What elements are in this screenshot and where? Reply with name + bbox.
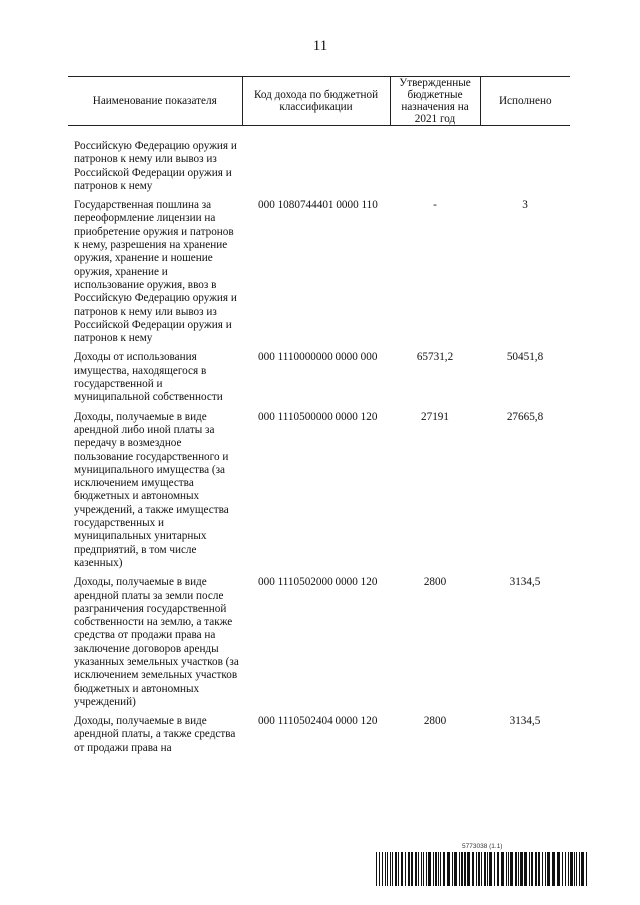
table-row: [68, 193, 570, 345]
barcode-id: 5773038 (1.1): [462, 843, 503, 850]
table-row: [68, 126, 570, 194]
row-executed: 3: [522, 199, 528, 212]
row-code: 000 1110502404 0000 120: [258, 715, 378, 728]
row-name: Доходы от использования имущества, находящегося в государственной и муниципальной собственности: [74, 351, 223, 404]
row-approved: 65731,2: [416, 351, 454, 364]
row-approved: 2800: [423, 576, 447, 589]
row-name: Государственная пошлина за переоформление лицензии на приобретение оружия и патронов к нему, разрешения на хранение оружия, хранение и ношение оружия, хранение и использование оружия, ввоз в Российскую Федерацию оружия и патронов к нему или вывоз из Российской Федерации оружия и патронов к нему: [74, 199, 237, 345]
row-executed: [480, 126, 570, 194]
page-number: 11: [312, 38, 328, 54]
row-executed: 3134,5: [509, 715, 541, 728]
table-row: [68, 345, 570, 404]
row-executed: 50451,8: [506, 351, 544, 364]
row-approved: [390, 126, 480, 194]
row-code: 000 1110000000 0000 000: [258, 351, 378, 364]
revenue-table: [68, 76, 570, 755]
barcode-image: [376, 852, 590, 886]
header-indicator-name: Наименование показателя: [68, 77, 242, 126]
row-code: [242, 126, 390, 194]
row-approved: -: [433, 199, 437, 212]
row-code: 000 1110500000 0000 120: [258, 410, 378, 423]
row-code: 000 1110502000 0000 120: [258, 576, 378, 589]
table-row: [68, 570, 570, 709]
table-header-row: [68, 77, 570, 126]
header-revenue-code: Код дохода по бюджетной классификации: [242, 77, 390, 126]
row-code: 000 1080744401 0000 110: [258, 199, 378, 212]
row-name: Доходы, получаемые в виде арендной платы за земли после разграничения государственной собственности на землю, а также средства от продажи права на заключение договоров аренды указанных земельных участков (за исключением земельных участков бюджетных и автономных учреждений): [74, 576, 239, 708]
header-executed: Исполнено: [480, 77, 570, 126]
row-executed: 3134,5: [509, 576, 541, 589]
header-approved: Утвержденные бюджетные назначения на 2021 год: [390, 77, 480, 126]
row-name: Доходы, получаемые в виде арендной платы, а также средства от продажи права на: [74, 715, 236, 754]
row-approved: 2800: [423, 715, 447, 728]
row-approved: 27191: [421, 410, 449, 423]
row-name: Российскую Федерацию оружия и патронов к нему или вывоз из Российской Федерации оружия и патронов к нему: [74, 140, 237, 192]
row-executed: 27665,8: [506, 410, 544, 423]
row-name: Доходы, получаемые в виде арендной либо иной платы за передачу в возмездное пользование государственного и муниципального имущества (за исключением имущества бюджетных и автономных учреждений, а также имущества государственных и муниципальных унитарных предприятий, в том числе казенных): [74, 410, 229, 569]
table-row: [68, 405, 570, 571]
table-row: [68, 709, 570, 755]
